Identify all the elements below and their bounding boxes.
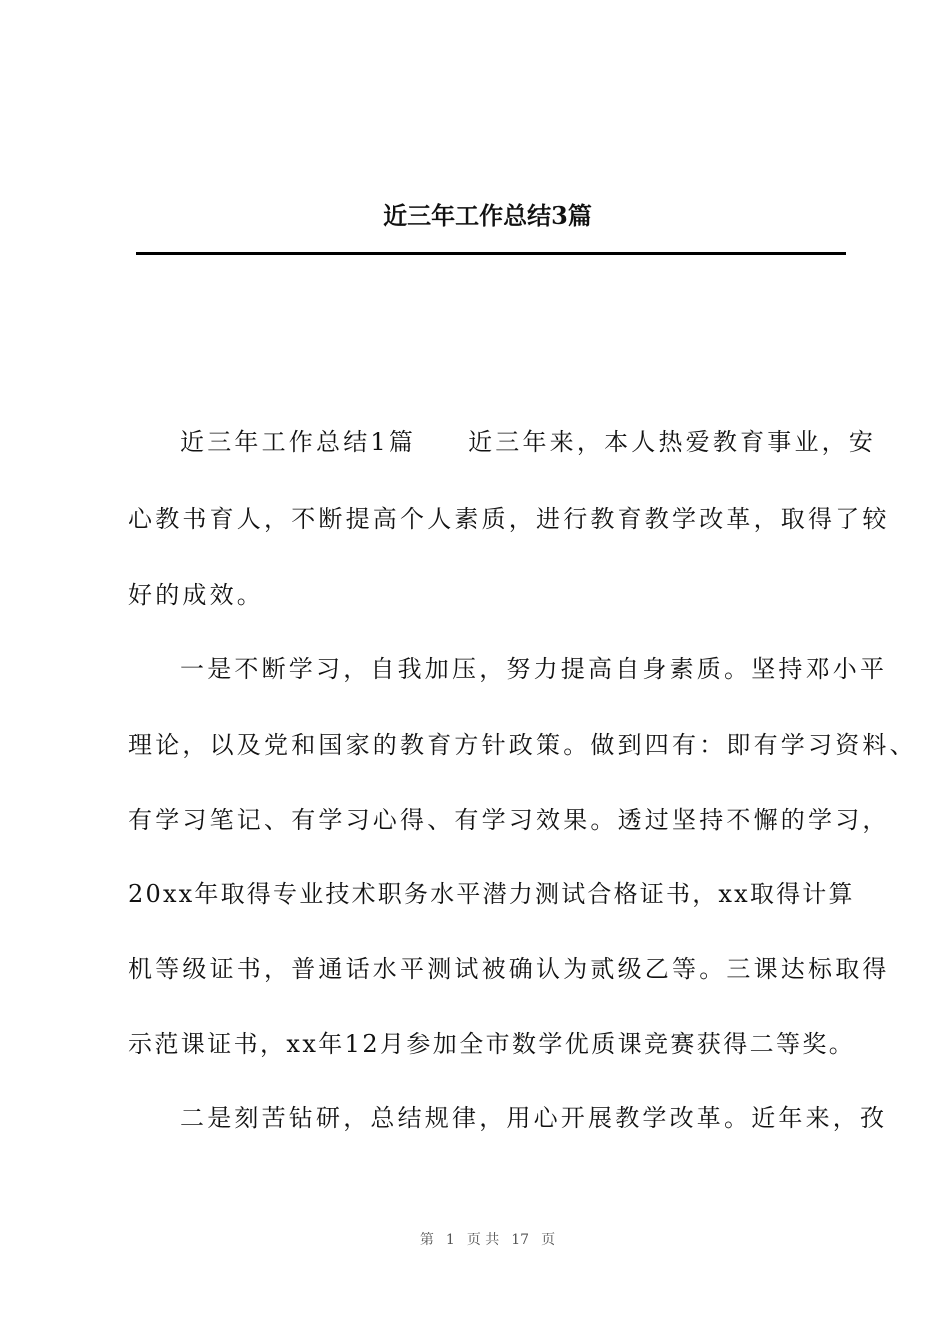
paragraph-line: 理论，以及党和国家的教育方针政策。做到四有：即有学习资料、 [128,731,917,759]
paragraph-text: 近三年来，本人热爱教育事业，安 [468,428,877,456]
section-heading: 近三年工作总结1篇 [180,428,417,456]
paragraph-line: 一是不断学习，自我加压，努力提高自身素质。坚持邓小平 [180,655,888,683]
title-underline [136,252,846,255]
document-title: 近三年工作总结3篇 [383,201,592,230]
paragraph-line: 二是刻苦钻研，总结规律，用心开展教学改革。近年来，孜 [180,1104,888,1132]
paragraph-line: 好的成效。 [128,581,264,609]
footer-label-suffix: 页 [541,1232,556,1248]
footer-label-total: 页 共 [466,1232,500,1248]
footer-total-pages: 17 [511,1232,530,1248]
paragraph-line: 示范课证书，xx年12月参加全市数学优质课竞赛获得二等奖。 [128,1030,856,1058]
footer-current-page: 1 [445,1232,455,1248]
paragraph-line: 心教书育人，不断提高个人素质，进行教育教学改革，取得了较 [128,505,890,533]
footer-label-page: 第 [419,1232,434,1248]
paragraph-line: 有学习笔记、有学习心得、有学习效果。透过坚持不懈的学习， [128,806,890,834]
paragraph-line [180,427,876,457]
paragraph-line: 20xx年取得专业技术职务水平潜力测试合格证书，xx取得计算 [128,880,855,908]
page-footer [0,1229,950,1249]
paragraph-line: 机等级证书，普通话水平测试被确认为贰级乙等。三课达标取得 [128,955,890,983]
